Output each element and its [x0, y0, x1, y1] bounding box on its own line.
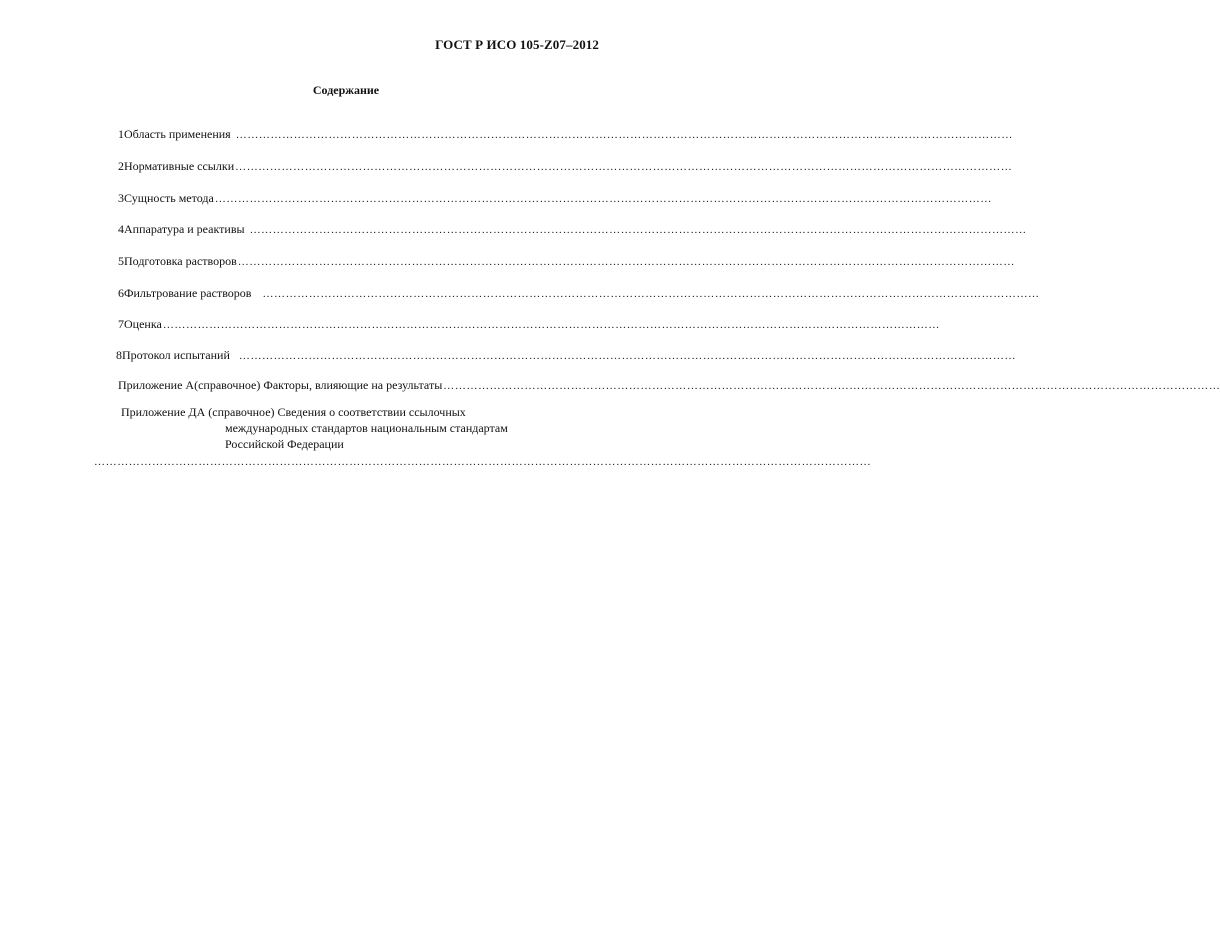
toc-item-number: 8	[116, 348, 122, 362]
toc-leader-dots: …………………………………………………………………………………………………………………………………………………………………………………	[262, 288, 1040, 300]
toc-annex-da[interactable]	[121, 404, 508, 452]
toc-item-label: Аппаратура и реактивы	[124, 222, 245, 236]
toc-item-2[interactable]	[118, 159, 1013, 174]
toc-leader-dots: …………………………………………………………………………………………………………………………………………………………………………………	[249, 224, 1027, 236]
toc-item-1[interactable]	[118, 127, 1013, 142]
toc-leader-dots: …………………………………………………………………………………………………………………………………………………………………………………	[162, 319, 941, 331]
toc-item-3[interactable]	[118, 191, 993, 206]
toc-leader-dots: …………………………………………………………………………………………………………………………………………………………………………………	[235, 161, 1013, 173]
annex-da-leader-dots: …………………………………………………………………………………………………………………………………………………………………………………	[94, 456, 872, 468]
toc-item-number: 7	[118, 317, 124, 331]
toc-item-5[interactable]	[118, 254, 1015, 269]
toc-annex-a-label: Приложение А(справочное) Факторы, влияющие на результаты	[118, 378, 443, 392]
toc-item-label: Подготовка растворов	[124, 254, 237, 268]
toc-leader-dots: …………………………………………………………………………………………………………………………………………………………………………………	[443, 380, 1220, 392]
toc-item-number: 5	[118, 254, 124, 268]
toc-item-6[interactable]	[118, 286, 1040, 301]
contents-title: Содержание	[312, 83, 380, 97]
toc-item-number: 6	[118, 286, 124, 300]
toc-item-number: 4	[118, 222, 124, 236]
toc-item-label: Сущность метода	[124, 191, 214, 205]
toc-item-4[interactable]	[118, 222, 1027, 237]
toc-item-8[interactable]	[116, 348, 1017, 363]
annex-da-line-2: международных стандартов национальным стандартам	[225, 421, 508, 435]
toc-item-label: Оценка	[124, 317, 162, 331]
toc-item-label: Область применения	[124, 127, 231, 141]
toc-item-label: Фильтрование растворов	[124, 286, 252, 300]
toc-leader-dots: …………………………………………………………………………………………………………………………………………………………………………………	[235, 129, 1013, 141]
toc-leader-dots: …………………………………………………………………………………………………………………………………………………………………………………	[238, 350, 1017, 362]
toc-item-number: 2	[118, 159, 124, 173]
document-code: ГОСТ Р ИСО 105-Z07–2012	[435, 37, 599, 52]
toc-leader-dots: …………………………………………………………………………………………………………………………………………………………………………………	[237, 256, 1015, 268]
toc-item-label: Протокол испытаний	[122, 348, 230, 362]
toc-item-7[interactable]	[118, 317, 941, 332]
toc-leader-dots: …………………………………………………………………………………………………………………………………………………………………………………	[214, 193, 993, 205]
annex-da-line-3: Российской Федерации	[225, 437, 344, 451]
toc-item-number: 1	[118, 127, 124, 141]
toc-annex-a[interactable]	[118, 378, 1220, 393]
toc-item-label: Нормативные ссылки	[124, 159, 235, 173]
annex-da-line-1: Приложение ДА (справочное) Сведения о соответствии ссылочных	[121, 405, 466, 419]
toc-item-number: 3	[118, 191, 124, 205]
